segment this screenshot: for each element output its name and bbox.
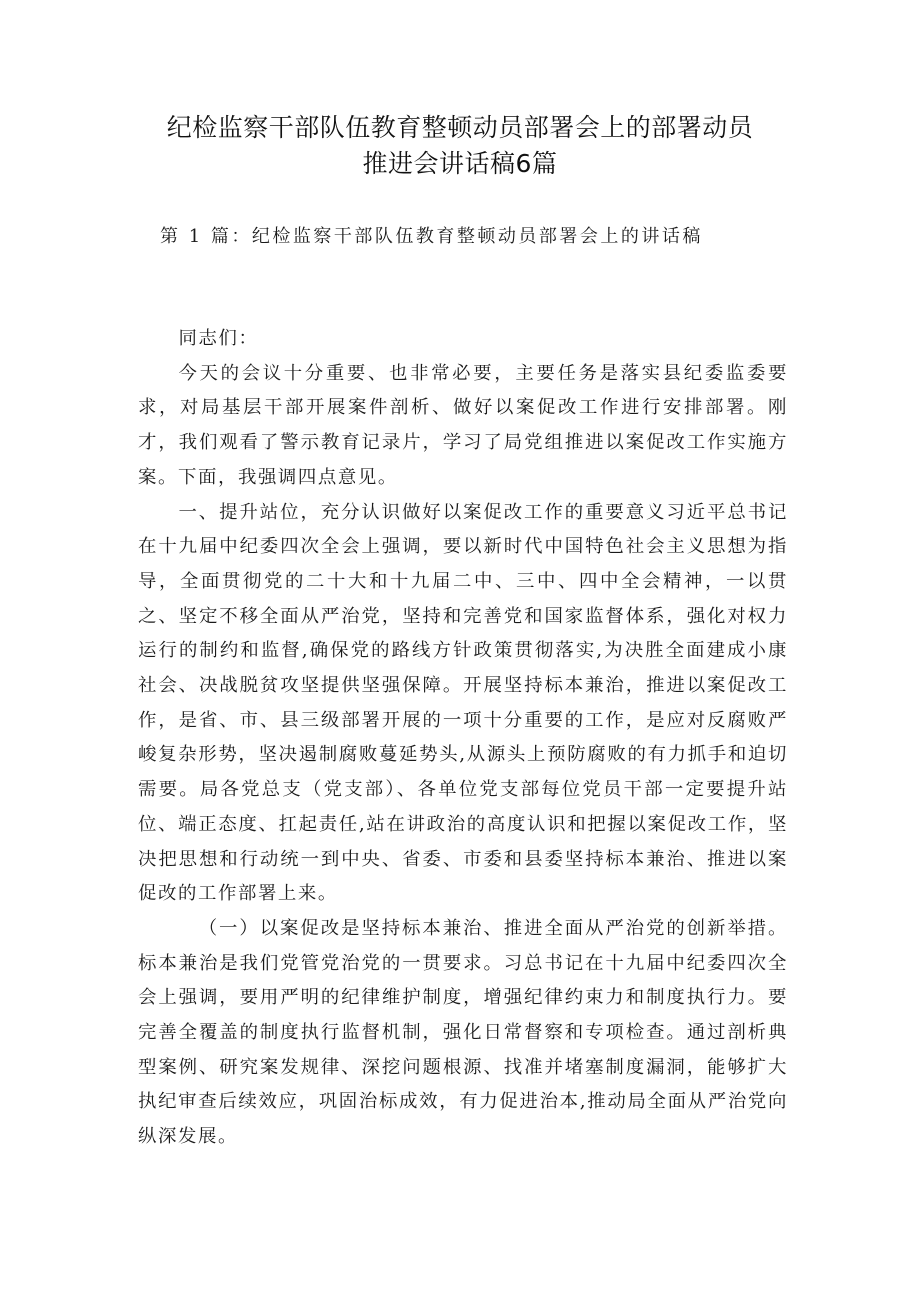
- section-subtitle: 第 1 篇：纪检监察干部队伍教育整顿动员部署会上的讲话稿: [160, 226, 703, 247]
- document-body: [138, 322, 788, 1155]
- paragraph-subsection-one: （一）以案促改是坚持标本兼治、推进全面从严治党的创新举措。标本兼治是我们党管党治党的一贯要求。习总书记在十九届中纪委四次全会上强调，要用严明的纪律维护制度，增强纪律约束力和制度执行力。要完善全覆盖的制度执行监督机制，强化日常督察和专项检查。通过剖析典型案例、研究案发规律、深挖问题根源、找准并堵塞制度漏洞，能够扩大执纪审查后续效应，巩固治标成效，有力促进治本,推动局全面从严治党向纵深发展。: [138, 917, 788, 1148]
- paragraph-intro: 今天的会议十分重要、也非常必要，主要任务是落实县纪委监委要求，对局基层干部开展案件剖析、做好以案促改工作进行安排部署。刚才，我们观看了警示教育记录片，学习了局党组推进以案促改工作实施方案。下面，我强调四点意见。: [138, 362, 788, 488]
- title-line-2: 推进会讲话稿6篇: [362, 149, 558, 178]
- title-line-1: 纪检监察干部队伍教育整顿动员部署会上的部署动员: [166, 113, 754, 142]
- greeting: 同志们：: [178, 328, 259, 349]
- document-title: [0, 110, 920, 182]
- paragraph-section-one: 一、提升站位，充分认识做好以案促改工作的重要意义习近平总书记在十九届中纪委四次全会上强调，要以新时代中国特色社会主义思想为指导，全面贯彻党的二十大和十九届二中、三中、四中全会精神，一以贯之、坚定不移全面从严治党，坚持和完善党和国家监督体系，强化对权力运行的制约和监督,确保党的路线方针政策贯彻落实,为决胜全面建成小康社会、决战脱贫攻坚提供坚强保障。开展坚持标本兼治，推进以案促改工作，是省、市、县三级部署开展的一项十分重要的工作，是应对反腐败严峻复杂形势，坚决遏制腐败蔓延势头,从源头上预防腐败的有力抓手和迫切需要。局各党总支（党支部）、各单位党支部每位党员干部一定要提升站位、端正态度、扛起责任,站在讲政治的高度认识和把握以案促改工作，坚决把思想和行动统一到中央、省委、市委和县委坚持标本兼治、推进以案促改的工作部署上来。: [138, 501, 788, 905]
